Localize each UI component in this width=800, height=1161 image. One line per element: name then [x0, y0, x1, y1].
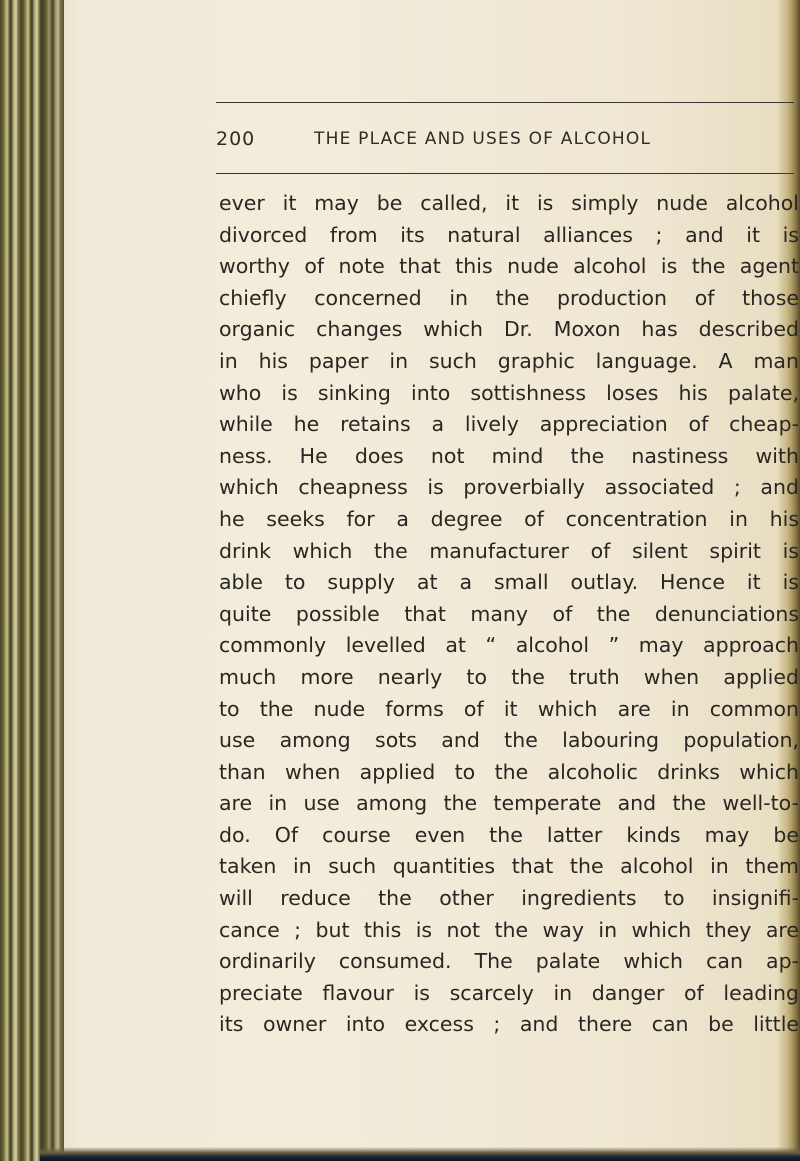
text-line: are in use among the temperate and the well-to-	[219, 791, 799, 816]
body-text	[219, 188, 799, 1041]
text-line: quite possible that many of the denunciations	[219, 601, 799, 626]
text-line: in his paper in such graphic language. A man	[219, 348, 799, 373]
text-line: divorced from its natural alliances ; and it is	[219, 222, 799, 247]
page-number: 200	[216, 128, 256, 150]
text-line: ever it may be called, it is simply nude alcohol	[219, 191, 799, 215]
text-line: cance ; but this is not the way in which they are	[219, 917, 799, 942]
text-line: much more nearly to the truth when applied	[219, 664, 799, 689]
text-line: commonly levelled at “ alcohol ” may approach	[219, 633, 799, 658]
text-line: its owner into excess ; and there can be little	[219, 1012, 799, 1037]
text-line: do. Of course even the latter kinds may be	[219, 822, 799, 847]
text-line: will reduce the other ingredients to insignifi-	[219, 886, 799, 911]
bottom-page-edge	[40, 1147, 800, 1161]
header-rule-bottom	[216, 173, 794, 174]
text-line: ordinarily consumed. The palate which can ap-	[219, 949, 799, 974]
running-head	[216, 128, 794, 158]
text-line: ness. He does not mind the nastiness with	[219, 443, 799, 468]
text-line: drink which the manufacturer of silent spirit is	[219, 538, 799, 563]
text-line: preciate flavour is scarcely in danger of leading	[219, 980, 799, 1005]
header-rule-top	[216, 102, 794, 103]
text-line: to the nude forms of it which are in common	[219, 696, 799, 721]
text-line: worthy of note that this nude alcohol is the agent	[219, 254, 799, 279]
text-line: he seeks for a degree of concentration in his	[219, 506, 799, 531]
page	[64, 0, 799, 1147]
text-line: who is sinking into sottishness loses his palate,	[219, 380, 799, 405]
text-line: organic changes which Dr. Moxon has described	[219, 317, 799, 342]
running-title: THE PLACE AND USES OF ALCOHOL	[314, 129, 652, 149]
text-line: chiefly concerned in the production of those	[219, 285, 799, 310]
text-line: than when applied to the alcoholic drinks which	[219, 759, 799, 784]
text-line: taken in such quantities that the alcohol in them	[219, 854, 799, 879]
text-line: able to supply at a small outlay. Hence it is	[219, 570, 799, 595]
text-line: which cheapness is proverbially associated ; and	[219, 475, 799, 500]
text-line: while he retains a lively appreciation of cheap-	[219, 412, 799, 437]
text-line: use among sots and the labouring population,	[219, 728, 799, 753]
